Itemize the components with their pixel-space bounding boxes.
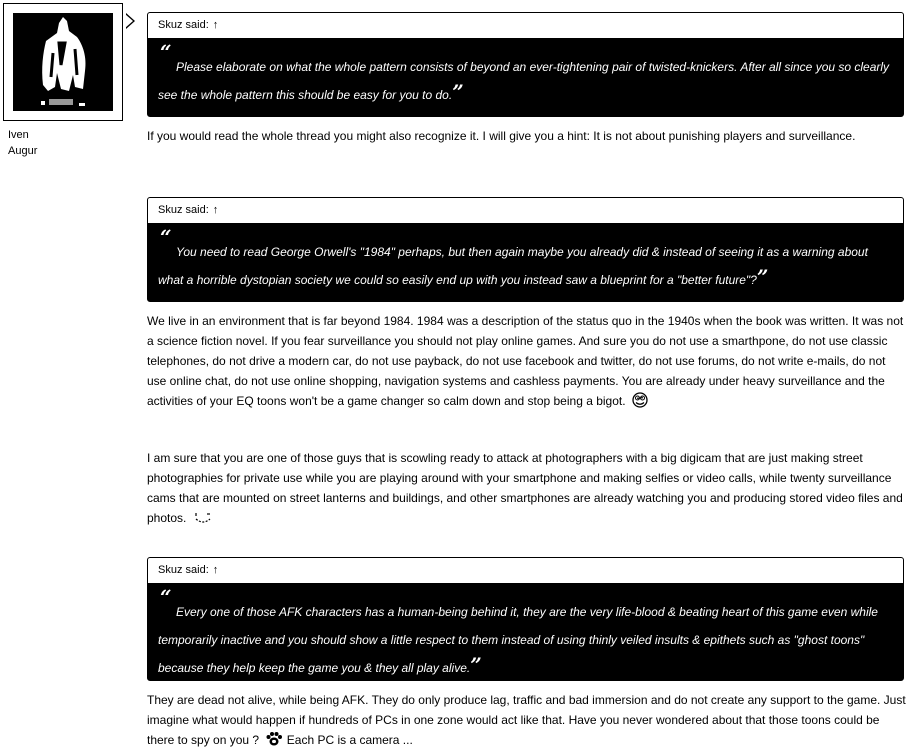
quote-text: You need to read George Orwell's "1984" perhaps, but then again maybe you already did & instead of seeing it as a warning about what a horrible dystopian society we could so easily end up with you instead saw a blueprint for a "better future"?	[158, 245, 868, 287]
quote-author: Skuz said:	[158, 204, 209, 216]
open-quote-icon: “	[160, 225, 172, 249]
user-title: Augur	[8, 145, 38, 157]
post-pointer	[126, 13, 135, 29]
paw-print-icon	[265, 731, 283, 747]
quote-header	[148, 198, 903, 224]
quote-text: Every one of those AFK characters has a human-being behind it, they are the very life-blood & beating heart of this game even while temporarily inactive and you should show a little respect to them instead of using thinly veiled insults & epithets such as "ghost toons" because they help keep the game you & they all play alive.	[158, 605, 878, 675]
quote-block	[147, 12, 904, 117]
post-paragraph	[147, 311, 907, 411]
avatar-frame[interactable]	[3, 3, 123, 121]
quote-author: Skuz said:	[158, 564, 209, 576]
post-paragraph: If you would read the whole thread you might also recognize it. I will give you a hint: It is not about punishing players and surveillance.	[147, 129, 856, 143]
avatar-image	[13, 13, 113, 111]
quote-body	[148, 224, 903, 294]
quote-body	[148, 584, 903, 681]
close-quote-icon: ”	[452, 80, 464, 104]
quote-body	[148, 39, 903, 109]
paragraph-text: We live in an environment that is far beyond 1984. 1984 was a description of the status quo in the 1940s when the book was written. It was not a science fiction novel. If you fear surveillance you should not play online games. And sure you do not use a smarthpone, do not use classic telephones, do not drive a modern car, do not use payback, do not use facebook and twitter, do not use forums, do not write e-mails, do not use online chat, do not use online shopping, navigation systems and cashless payments. You are already under heavy surveillance and the activities of your EQ toons won't be a game changer so calm down and stop being a bigot.	[147, 314, 904, 408]
quote-author: Skuz said:	[158, 19, 209, 31]
up-arrow-icon[interactable]: ↑	[212, 204, 219, 216]
up-arrow-icon[interactable]: ↑	[212, 19, 219, 31]
quote-text: Please elaborate on what the whole pattern consists of beyond an ever-tightening pair of twisted-knickers. After all since you so clearly see the whole pattern this should be easy for you to do.	[158, 60, 890, 102]
crazy-face-icon	[632, 392, 648, 408]
open-quote-icon: “	[160, 40, 172, 64]
quote-header	[148, 13, 903, 39]
open-quote-icon: “	[160, 585, 172, 609]
quote-header	[148, 558, 903, 584]
quote-block	[147, 197, 904, 302]
quote-block	[147, 557, 904, 681]
close-quote-icon: ”	[756, 265, 769, 289]
paragraph-text: I am sure that you are one of those guys that is scowling ready to attack at photographers with a big digicam that are just making street photographies for private use while you are playing around with your smartphone and making selfies or video calls, while twenty surveillance cams that are mounted on street lanterns and buildings, and other smartphones are already watching you and producing stored video files and photos.	[147, 451, 903, 525]
avatar[interactable]	[13, 13, 113, 111]
wink-face-icon	[193, 509, 213, 525]
paragraph-text: They are dead not alive, while being AFK. They do only produce lag, traffic and bad immersion and do not create any support to the game. Just imagine what would happen if hundreds of PCs in one zone would act like that. Have you never wondered about that those toons could be there to spy on you ?	[147, 693, 906, 747]
up-arrow-icon[interactable]: ↑	[212, 564, 219, 576]
username[interactable]: Iven	[8, 129, 29, 141]
paragraph-text: Each PC is a camera ...	[286, 733, 413, 747]
close-quote-icon: ”	[470, 653, 482, 677]
post-paragraph	[147, 690, 907, 750]
post-paragraph	[147, 448, 907, 528]
